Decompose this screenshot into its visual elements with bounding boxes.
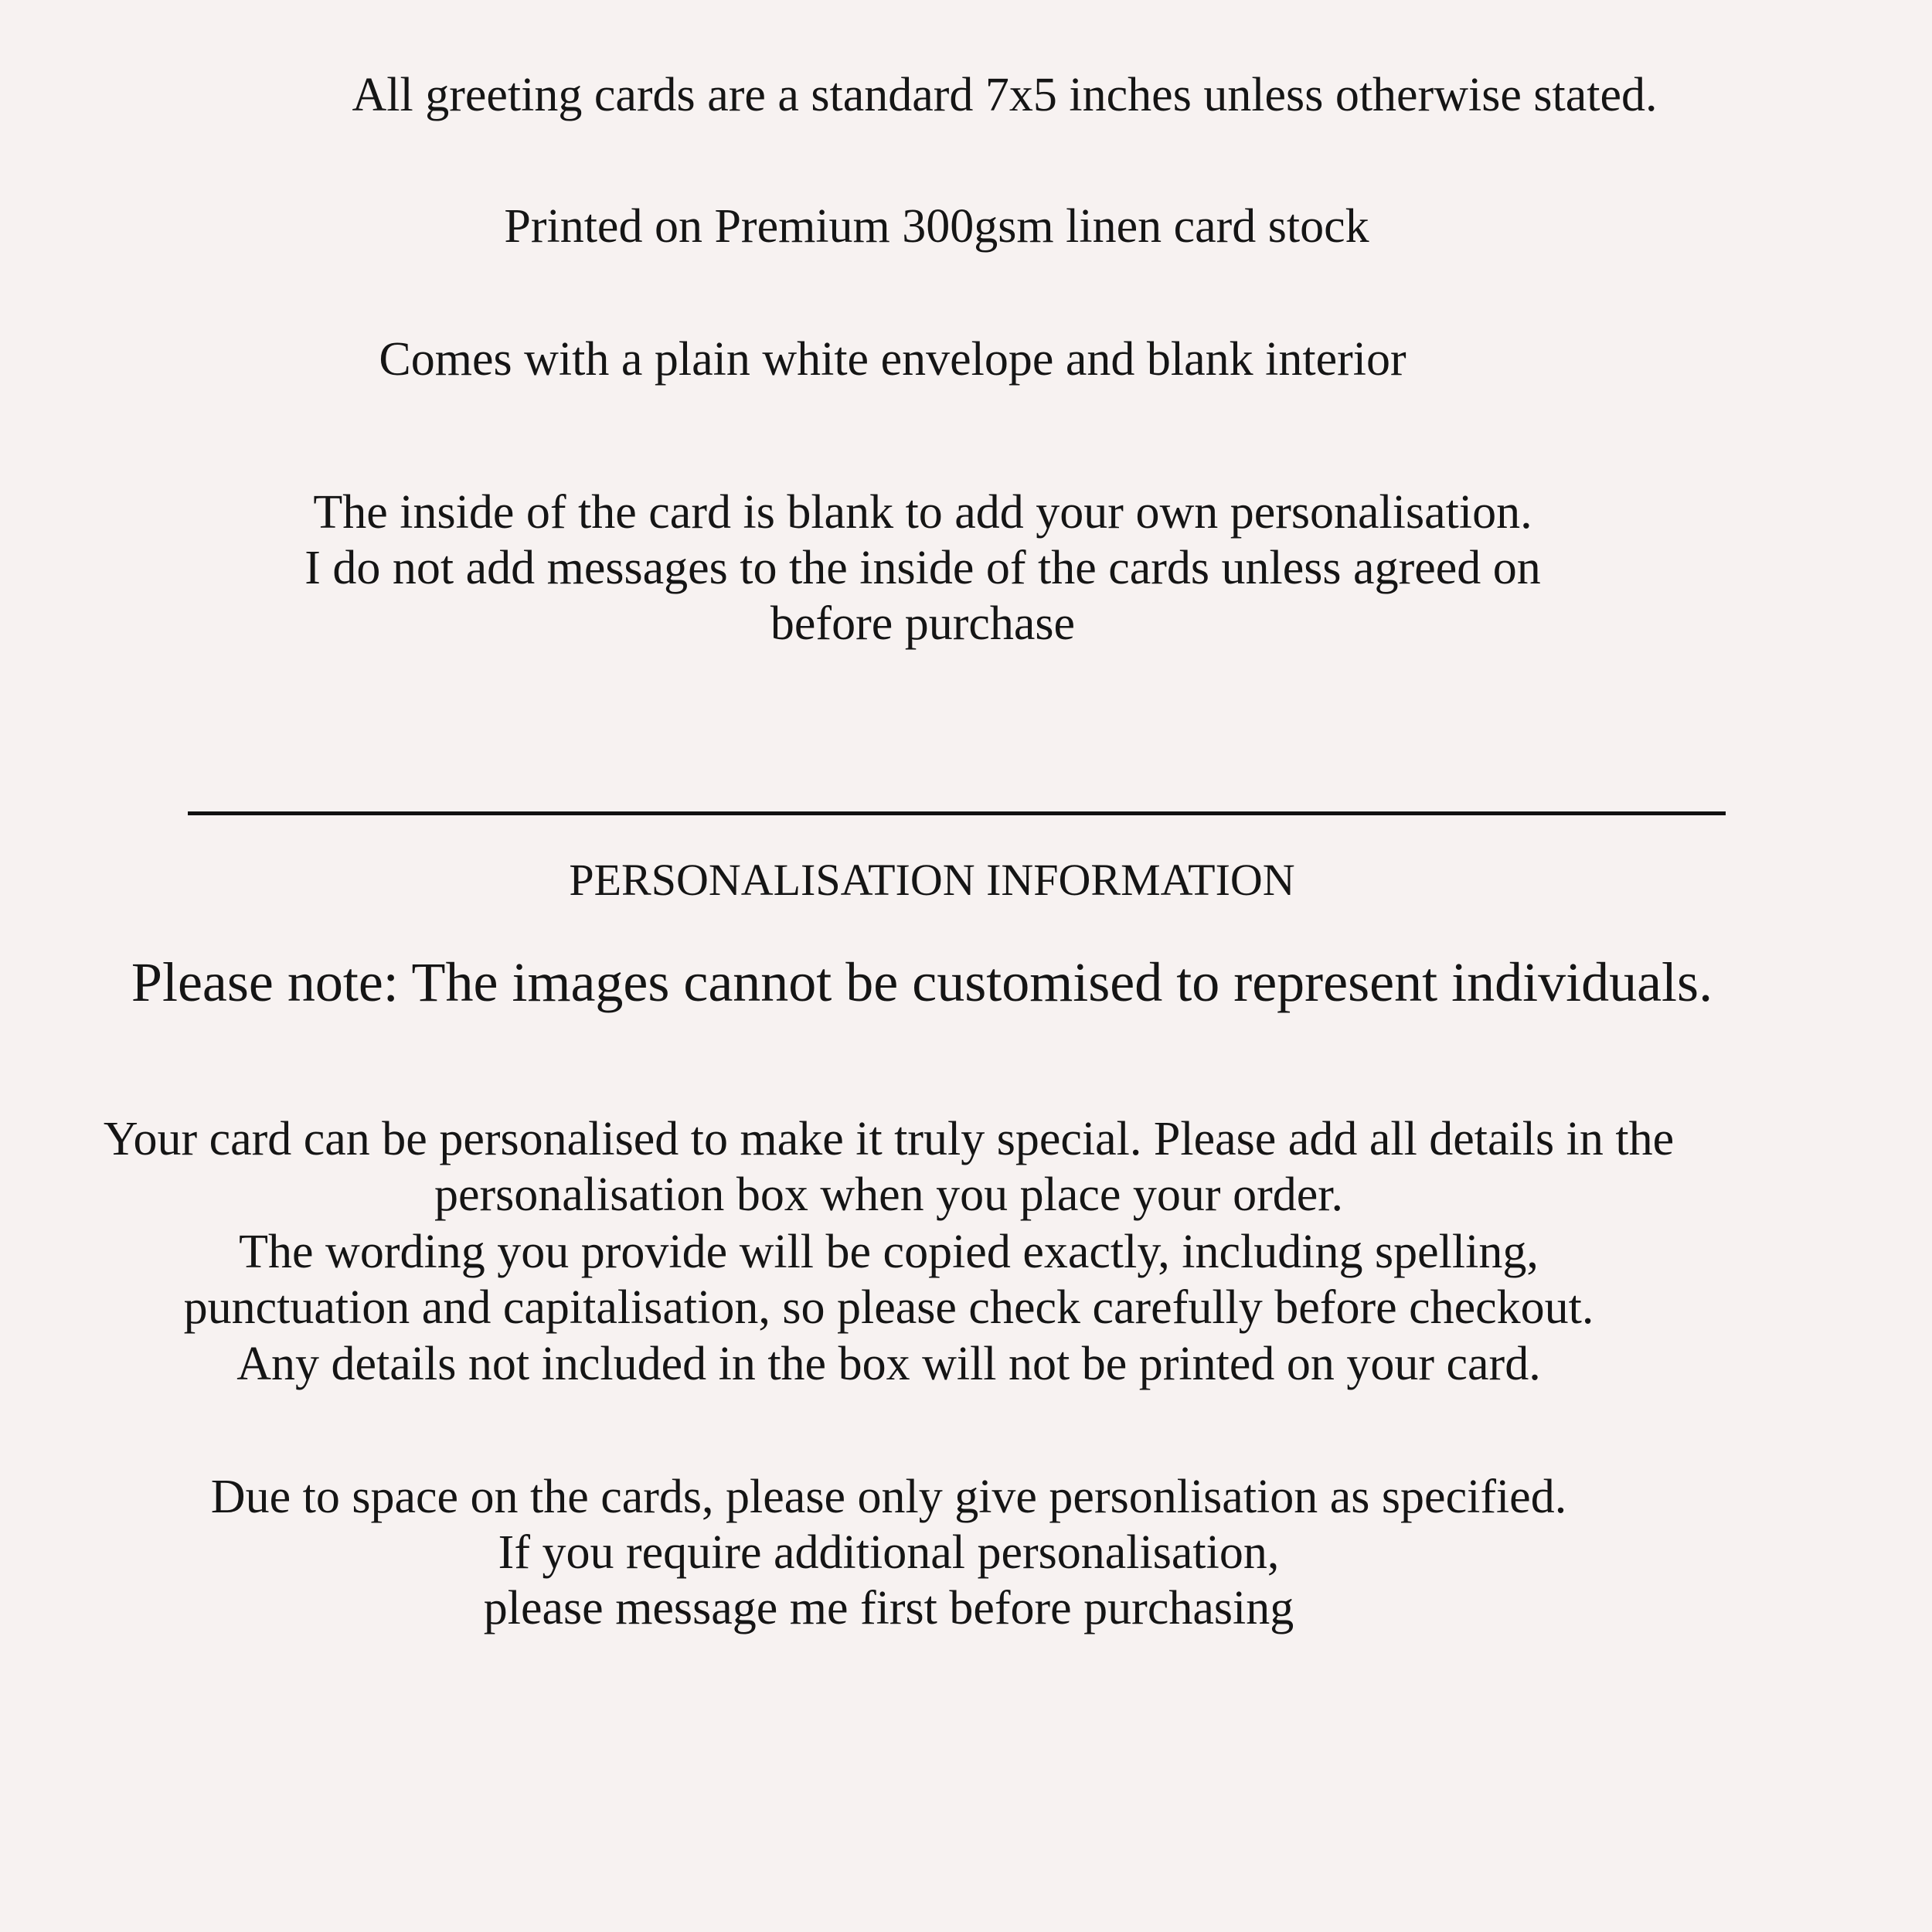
details-line-5: Any details not included in the box will not be printed on your card. [236,1338,1541,1390]
details-line-4: punctuation and capitalisation, so please check carefully before checkout. [183,1281,1594,1334]
envelope-info-text: Comes with a plain white envelope and blank interior [379,333,1406,386]
inside-info-line-1: The inside of the card is blank to add your own personalisation. [313,486,1532,539]
customisation-note: Please note: The images cannot be customised to represent individuals. [131,951,1713,1013]
personalisation-heading: PERSONALISATION INFORMATION [569,855,1295,905]
details-line-2: personalisation box when you place your order. [434,1168,1343,1221]
section-divider [188,811,1726,815]
size-info-text: All greeting cards are a standard 7x5 inches unless otherwise stated. [352,69,1658,121]
details-line-3: The wording you provide will be copied exactly, including spelling, [239,1226,1539,1278]
stock-info-text: Printed on Premium 300gsm linen card stock [504,200,1369,253]
space-info-line-1: Due to space on the cards, please only give personlisation as specified. [210,1471,1567,1523]
inside-info-line-3: before purchase [770,597,1076,650]
details-line-1: Your card can be personalised to make it truly special. Please add all details in the [103,1113,1675,1165]
space-info-line-3: please message me first before purchasing [483,1582,1294,1634]
space-info-line-2: If you require additional personalisation, [498,1526,1280,1579]
inside-info-line-2: I do not add messages to the inside of the cards unless agreed on [304,542,1541,594]
